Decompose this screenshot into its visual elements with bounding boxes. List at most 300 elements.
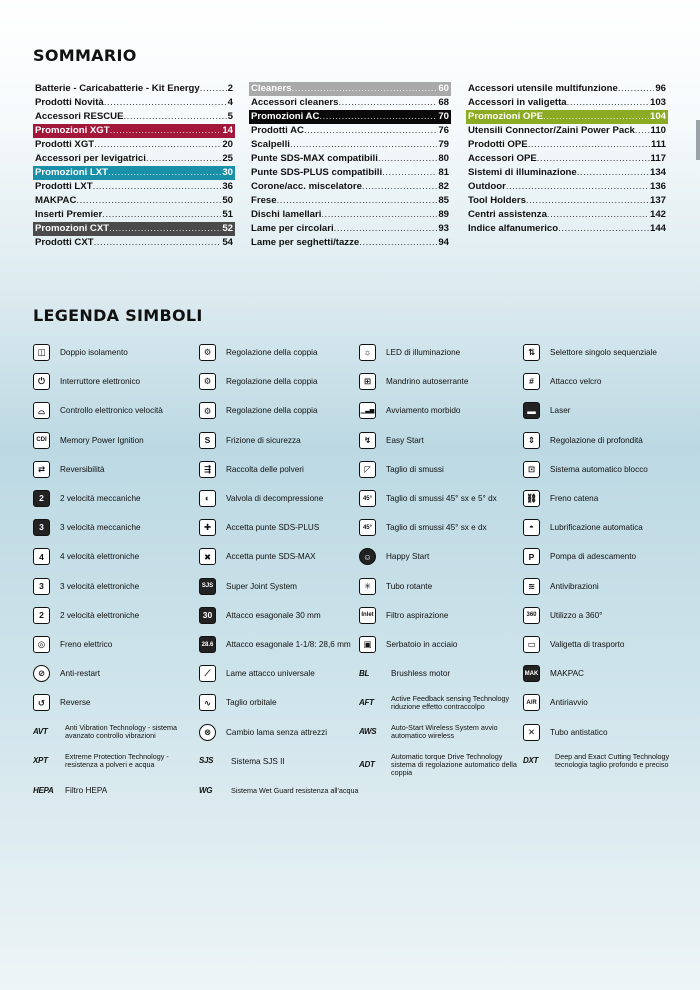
legend-entry bbox=[199, 432, 369, 449]
toc-item-label: Indice alfanumerico bbox=[468, 223, 559, 234]
toc-item-label: Frese bbox=[251, 195, 277, 206]
toc-item-label: Outdoor bbox=[468, 181, 506, 192]
legend-label: Lame attacco universale bbox=[226, 669, 315, 679]
legend-entry bbox=[359, 636, 529, 653]
legend-label: Attacco esagonale 30 mm bbox=[226, 610, 321, 620]
legend-label: Sistema SJS II bbox=[231, 756, 285, 766]
legend-label: Regolazione della coppia bbox=[226, 347, 318, 357]
toc-item[interactable] bbox=[249, 180, 451, 194]
toc-item[interactable] bbox=[33, 138, 235, 152]
auto-lock-icon: ⊡ bbox=[523, 461, 540, 478]
legend-entry bbox=[359, 432, 529, 449]
toc-leader-dots bbox=[547, 208, 649, 222]
legend-entry bbox=[523, 578, 693, 595]
legend-label: Auto-Start Wireless System avvio automatico wireless bbox=[391, 723, 498, 741]
legend-entry bbox=[33, 607, 203, 624]
toc-item[interactable] bbox=[466, 194, 668, 208]
toc-leader-dots bbox=[537, 152, 650, 166]
legend-label: Mandrino autoserrante bbox=[386, 377, 469, 387]
legend-entry bbox=[523, 665, 693, 682]
toc-leader-dots bbox=[124, 110, 227, 124]
legend-label: Pompa di adescamento bbox=[550, 552, 637, 562]
legend-entry bbox=[33, 578, 203, 595]
toc-item-page: 54 bbox=[222, 237, 233, 248]
legend-label: Sistema automatico blocco bbox=[550, 464, 648, 474]
toc-item[interactable] bbox=[249, 124, 451, 138]
toc-item-page: 136 bbox=[649, 181, 666, 192]
toc-leader-dots bbox=[94, 236, 222, 250]
toc-item[interactable] bbox=[33, 124, 235, 138]
toc-leader-dots bbox=[277, 194, 438, 208]
hex-30-icon: 30 bbox=[199, 607, 216, 624]
toc-item-page: 50 bbox=[222, 195, 233, 206]
legend-entry bbox=[359, 490, 529, 507]
legend-entry bbox=[359, 724, 529, 741]
toc-item[interactable] bbox=[466, 124, 668, 138]
legend-entry bbox=[523, 402, 693, 419]
toc-item-page: 79 bbox=[438, 139, 449, 150]
toc-item[interactable] bbox=[33, 236, 235, 250]
toc-item-page: 20 bbox=[222, 139, 233, 150]
legend-entry bbox=[199, 461, 369, 478]
toc-item-label: Prodotti OPE bbox=[468, 139, 528, 150]
carry-case-icon: ▭ bbox=[523, 636, 540, 653]
toc-item[interactable] bbox=[249, 222, 451, 236]
toc-item-page: 144 bbox=[649, 223, 666, 234]
toc-item[interactable] bbox=[33, 222, 235, 236]
toc-item-label: Corone/acc. miscelatore bbox=[251, 181, 362, 192]
depth-adjust-icon: ⇕ bbox=[523, 432, 540, 449]
toc-leader-dots bbox=[321, 208, 437, 222]
legend-entry bbox=[359, 461, 529, 478]
legend-label: Avviamento morbido bbox=[386, 406, 461, 416]
toc-item-label: Inserti Premier bbox=[35, 209, 103, 220]
legend-label: MAKPAC bbox=[550, 669, 584, 679]
toc-item-label: MAKPAC bbox=[35, 195, 77, 206]
soft-start-icon: ▁▃▅ bbox=[359, 402, 376, 419]
toc-item[interactable] bbox=[33, 110, 235, 124]
avt-logo-icon: AVT bbox=[33, 727, 48, 737]
toc-item-label: Promozioni CXT bbox=[35, 223, 110, 234]
legend-entry bbox=[33, 694, 203, 711]
bevel-cut-icon: ◸ bbox=[359, 461, 376, 478]
toc-item-label: Accessori OPE bbox=[468, 153, 537, 164]
legend-label: 3 velocità meccaniche bbox=[60, 523, 141, 533]
legend-entry bbox=[199, 402, 369, 419]
legend-entry bbox=[33, 548, 203, 565]
legend-label: Reverse bbox=[60, 698, 91, 708]
legend-label: Reversibilità bbox=[60, 464, 105, 474]
legend-entry bbox=[523, 461, 693, 478]
legend-entry bbox=[523, 519, 693, 536]
legend-entry bbox=[359, 548, 529, 565]
legend-label: Valigetta di trasporto bbox=[550, 639, 625, 649]
speed-control-icon: ⌓ bbox=[33, 402, 50, 419]
toc-item[interactable] bbox=[33, 82, 235, 96]
legend-label: Attacco velcro bbox=[550, 377, 602, 387]
torque-adjust-3-icon: ⚙ bbox=[199, 402, 216, 419]
toc-item-page: 85 bbox=[438, 195, 449, 206]
toc-item-page: 80 bbox=[438, 153, 449, 164]
legend-entry bbox=[523, 490, 693, 507]
toc-leader-dots bbox=[382, 166, 437, 180]
legend-entry bbox=[33, 461, 203, 478]
legend-label: Super Joint System bbox=[226, 581, 297, 591]
toc-item-label: Accessori RESCUE bbox=[35, 111, 124, 122]
self-locking-chuck-icon: ⊞ bbox=[359, 373, 376, 390]
velcro-icon: # bbox=[523, 373, 540, 390]
legend-entry bbox=[359, 607, 529, 624]
toc-item-label: Prodotti XGT bbox=[35, 139, 95, 150]
legend-entry bbox=[523, 694, 693, 711]
sds-max-icon: ✖ bbox=[199, 548, 216, 565]
toc-item[interactable] bbox=[33, 180, 235, 194]
legend-label: Memory Power Ignition bbox=[60, 435, 144, 445]
legend-label: Easy Start bbox=[386, 435, 424, 445]
double-insulation-icon: ◫ bbox=[33, 344, 50, 361]
legend-label: Serbatoio in acciaio bbox=[386, 639, 458, 649]
toc-leader-dots bbox=[378, 152, 437, 166]
toc-item-label: Accessori utensile multifunzione bbox=[468, 83, 618, 94]
legend-label: Anti-restart bbox=[60, 669, 101, 679]
legend-label: Lubrificazione automatica bbox=[550, 523, 643, 533]
legend-label: Brushless motor bbox=[391, 669, 451, 679]
toc-item-label: Accessori in valigetta bbox=[468, 97, 567, 108]
toc-item-page: 111 bbox=[651, 139, 666, 150]
toc-item-label: Prodotti LXT bbox=[35, 181, 93, 192]
legend-entry bbox=[199, 607, 369, 624]
legend-entry bbox=[33, 665, 203, 682]
toc-item-page: 60 bbox=[438, 83, 449, 94]
toc-leader-dots bbox=[200, 82, 227, 96]
toc-leader-dots bbox=[506, 180, 649, 194]
legend-entry bbox=[523, 724, 693, 741]
aft-logo-icon: AFT bbox=[359, 697, 374, 707]
toc-item[interactable] bbox=[33, 208, 235, 222]
toc-item-page: 94 bbox=[438, 237, 449, 248]
legend-label: Utilizzo a 360° bbox=[550, 610, 603, 620]
legend-entry bbox=[199, 548, 369, 565]
auto-lube-icon: ◓ bbox=[523, 519, 540, 536]
legend-label: LED di illuminazione bbox=[386, 347, 461, 357]
legend-entry bbox=[359, 753, 529, 777]
orbital-cut-icon: ∿ bbox=[199, 694, 216, 711]
toc-leader-dots bbox=[543, 110, 649, 124]
legend-label: Interruttore elettronico bbox=[60, 377, 141, 387]
legend-label: Taglio di smussi 45° sx e dx bbox=[386, 523, 487, 533]
legend-entry bbox=[523, 373, 693, 390]
legend-label: Tubo rotante bbox=[386, 581, 433, 591]
toc-item[interactable] bbox=[249, 96, 451, 110]
toc-leader-dots bbox=[109, 222, 221, 236]
four-elec-speed-icon: 4 bbox=[33, 548, 50, 565]
legend-label: Happy Start bbox=[386, 552, 430, 562]
legend-entry bbox=[359, 402, 529, 419]
toc-leader-dots bbox=[146, 152, 221, 166]
legend-label: Filtro aspirazione bbox=[386, 610, 449, 620]
laser-icon: ▬ bbox=[523, 402, 540, 419]
legend-entry bbox=[33, 373, 203, 390]
toc-leader-dots bbox=[359, 236, 437, 250]
toc-item-label: Cleaners bbox=[251, 83, 292, 94]
dxt-logo-icon: DXT bbox=[523, 756, 539, 766]
toc-item-page: 30 bbox=[222, 167, 233, 178]
legend-entry bbox=[359, 694, 529, 711]
toc-item-page: 137 bbox=[649, 195, 666, 206]
easy-start-icon: ↯ bbox=[359, 432, 376, 449]
electronic-switch-icon: ⏻ bbox=[33, 373, 50, 390]
legend-label: 2 velocità elettroniche bbox=[60, 610, 140, 620]
toc-leader-dots bbox=[635, 124, 650, 138]
toc-item-page: 117 bbox=[650, 153, 666, 164]
universal-blade-icon: ⟋ bbox=[199, 665, 216, 682]
toc-leader-dots bbox=[319, 110, 437, 124]
electric-brake-icon: ◎ bbox=[33, 636, 50, 653]
dust-collection-icon: ⇶ bbox=[199, 461, 216, 478]
legend-label: Automatic torque Drive Technology sistema di regolazione automatico della coppia bbox=[391, 751, 517, 777]
legend-entry bbox=[33, 724, 203, 741]
legend-entry bbox=[359, 578, 529, 595]
bevel-45-45-icon: 45° bbox=[359, 519, 376, 536]
toc-item[interactable] bbox=[466, 180, 668, 194]
toc-leader-dots bbox=[290, 138, 437, 152]
toc-leader-dots bbox=[292, 82, 438, 96]
toc-item[interactable] bbox=[466, 82, 668, 96]
toc-item-label: Accessori per levigatrici bbox=[35, 153, 146, 164]
legend-entry bbox=[33, 753, 203, 770]
toc-leader-dots bbox=[577, 166, 649, 180]
toc-item-page: 81 bbox=[438, 167, 449, 178]
toc-item[interactable] bbox=[466, 166, 668, 180]
steel-tank-icon: ▣ bbox=[359, 636, 376, 653]
toc-item-label: Punte SDS-MAX compatibili bbox=[251, 153, 378, 164]
legend-label: 2 velocità meccaniche bbox=[60, 493, 141, 503]
sjs-icon: SJS bbox=[199, 578, 216, 595]
legend-entry bbox=[199, 782, 369, 799]
toc-item[interactable] bbox=[249, 110, 451, 124]
three-mech-speed-icon: 3 bbox=[33, 519, 50, 536]
led-light-icon: ☼ bbox=[359, 344, 376, 361]
toc-item-label: Prodotti AC bbox=[251, 125, 304, 136]
legend-entry bbox=[199, 665, 369, 682]
legend-entry bbox=[199, 490, 369, 507]
legend-label: 3 velocità elettroniche bbox=[60, 581, 140, 591]
toc-item[interactable] bbox=[249, 138, 451, 152]
legend-entry bbox=[523, 344, 693, 361]
toc-item-page: 36 bbox=[222, 181, 233, 192]
legend-label: Freno catena bbox=[550, 493, 599, 503]
toc-leader-dots bbox=[558, 222, 649, 236]
toc-item-label: Prodotti Novità bbox=[35, 97, 104, 108]
legend-label: Valvola di decompressione bbox=[226, 493, 324, 503]
legend-label: Active Feedback sensing Technology riduzione effetto contraccolpo bbox=[391, 693, 510, 711]
legend-entry bbox=[33, 344, 203, 361]
toc-title: SOMMARIO bbox=[33, 46, 137, 65]
legend-entry bbox=[199, 373, 369, 390]
toc-item[interactable] bbox=[249, 208, 451, 222]
legend-label: Selettore singolo sequenziale bbox=[550, 347, 657, 357]
toc-item[interactable] bbox=[33, 96, 235, 110]
toc-item-page: 76 bbox=[438, 125, 449, 136]
happy-start-icon: ☺ bbox=[359, 548, 376, 565]
toc-item-page: 93 bbox=[438, 223, 449, 234]
legend-label: 4 velocità elettroniche bbox=[60, 552, 140, 562]
toc-item[interactable] bbox=[249, 236, 451, 250]
toc-item[interactable] bbox=[33, 166, 235, 180]
legend-entry bbox=[199, 578, 369, 595]
toc-item-label: Promozioni XGT bbox=[35, 125, 110, 136]
legend-entry bbox=[199, 636, 369, 653]
legend-label: Sistema Wet Guard resistenza all'acqua bbox=[231, 785, 359, 795]
hex-28-icon: 28.6 bbox=[199, 636, 216, 653]
toc-item-page: 110 bbox=[650, 125, 666, 136]
anti-vibration-icon: ≋ bbox=[523, 578, 540, 595]
toc-item-label: Promozioni OPE bbox=[468, 111, 544, 122]
toc-item[interactable] bbox=[466, 222, 668, 236]
antistatic-hose-icon: ✕ bbox=[523, 724, 540, 741]
legend-label: Raccolta delle polveri bbox=[226, 464, 304, 474]
legend-entry bbox=[33, 490, 203, 507]
toc-item-label: Sistemi di illuminazione bbox=[468, 167, 577, 178]
toc-item[interactable] bbox=[466, 208, 668, 222]
toc-item-page: 25 bbox=[222, 153, 233, 164]
reversibility-icon: ⇄ bbox=[33, 461, 50, 478]
toc-item[interactable] bbox=[33, 152, 235, 166]
toc-item[interactable] bbox=[466, 96, 668, 110]
torque-adjust-2-icon: ⚙ bbox=[199, 373, 216, 390]
toc-item-page: 103 bbox=[649, 97, 666, 108]
legend-label: Regolazione di profondità bbox=[550, 435, 643, 445]
inlet-filter-icon: Inlet bbox=[359, 607, 376, 624]
toc-leader-dots bbox=[362, 180, 437, 194]
legend-label: Extreme Protection Technology - resistenza a polveri e acqua bbox=[65, 752, 169, 770]
legend-label: Tubo antistatico bbox=[550, 727, 608, 737]
legend-entry bbox=[359, 344, 529, 361]
legend-label: Laser bbox=[550, 406, 571, 416]
toc-item[interactable] bbox=[249, 152, 451, 166]
toc-leader-dots bbox=[104, 96, 227, 110]
legend-entry bbox=[33, 519, 203, 536]
legend-label: Freno elettrico bbox=[60, 639, 113, 649]
toc-item[interactable] bbox=[466, 152, 668, 166]
legend-entry bbox=[359, 373, 529, 390]
three-elec-speed-icon: 3 bbox=[33, 578, 50, 595]
legend-label: Controllo elettronico velocità bbox=[60, 406, 163, 416]
reverse-icon: ↺ bbox=[33, 694, 50, 711]
legend-label: Attacco esagonale 1-1/8: 28,6 mm bbox=[226, 639, 351, 649]
toc-leader-dots bbox=[76, 194, 221, 208]
legend-label: Accetta punte SDS-MAX bbox=[226, 552, 316, 562]
toc-column-3 bbox=[466, 82, 668, 236]
anti-restart-icon: ⊘ bbox=[33, 665, 50, 682]
toc-item-label: Lame per seghetti/tazze bbox=[251, 237, 360, 248]
legend-entry bbox=[33, 432, 203, 449]
legend-entry bbox=[523, 753, 693, 770]
legend-entry bbox=[199, 753, 369, 770]
legend-entry bbox=[359, 665, 529, 682]
legend-entry bbox=[199, 694, 369, 711]
sds-plus-icon: ✚ bbox=[199, 519, 216, 536]
toc-leader-dots bbox=[94, 138, 221, 152]
toc-leader-dots bbox=[528, 138, 650, 152]
torque-adjust-icon: ⚙ bbox=[199, 344, 216, 361]
toc-item[interactable] bbox=[249, 82, 451, 96]
toc-item[interactable] bbox=[466, 138, 668, 152]
two-elec-speed-icon: 2 bbox=[33, 607, 50, 624]
page-edge-tab bbox=[696, 120, 700, 160]
toc-item-label: Lame per circolari bbox=[251, 223, 334, 234]
toc-leader-dots bbox=[526, 194, 649, 208]
legend-entry bbox=[523, 636, 693, 653]
decompression-valve-icon: ◐ bbox=[199, 490, 216, 507]
toc-item-page: 68 bbox=[438, 97, 449, 108]
xpt-logo-icon: XPT bbox=[33, 756, 48, 766]
aws-logo-icon: AWS bbox=[359, 727, 377, 737]
toc-item-label: Batterie - Caricabatterie - Kit Energy bbox=[35, 83, 200, 94]
cdi-icon: CDI bbox=[33, 432, 50, 449]
toc-item[interactable] bbox=[249, 194, 451, 208]
toc-leader-dots bbox=[93, 180, 222, 194]
chain-brake-icon: ⛓ bbox=[523, 490, 540, 507]
toc-leader-dots bbox=[334, 222, 438, 236]
legend-label: Accetta punte SDS-PLUS bbox=[226, 523, 320, 533]
toc-leader-dots bbox=[110, 124, 222, 138]
legend-label: Cambio lama senza attrezzi bbox=[226, 727, 328, 737]
toc-item-label: Tool Holders bbox=[468, 195, 526, 206]
bevel-45-5-icon: 45° bbox=[359, 490, 376, 507]
wet-guard-logo-icon: WG bbox=[199, 785, 213, 795]
toc-item[interactable] bbox=[466, 110, 668, 124]
toc-leader-dots bbox=[338, 96, 437, 110]
toc-item-label: Scalpelli bbox=[251, 139, 290, 150]
toc-column-2 bbox=[249, 82, 451, 250]
toc-item-label: Utensili Connector/Zaini Power Pack bbox=[468, 125, 635, 136]
toc-item-page: 142 bbox=[649, 209, 666, 220]
toc-column-1 bbox=[33, 82, 235, 250]
legend-label: Antivibrazioni bbox=[550, 581, 599, 591]
legend-label: Anti Vibration Technology - sistema avanzato controllo vibrazioni bbox=[65, 723, 177, 741]
toc-item[interactable] bbox=[249, 166, 451, 180]
toc-item-page: 4 bbox=[227, 97, 233, 108]
toc-item-page: 52 bbox=[222, 223, 233, 234]
legend-label: Taglio orbitale bbox=[226, 698, 277, 708]
toc-item[interactable] bbox=[33, 194, 235, 208]
toc-item-page: 2 bbox=[227, 83, 233, 94]
legend-entry bbox=[199, 724, 369, 741]
toc-leader-dots bbox=[618, 82, 655, 96]
legend-label: Regolazione della coppia bbox=[226, 406, 318, 416]
legend-label: Frizione di sicurezza bbox=[226, 435, 301, 445]
legend-label: Taglio di smussi 45° sx e 5° dx bbox=[386, 493, 497, 503]
toc-item-page: 134 bbox=[649, 167, 666, 178]
toc-item-label: Promozioni AC bbox=[251, 111, 320, 122]
toc-leader-dots bbox=[102, 208, 221, 222]
toc-item-page: 82 bbox=[438, 181, 449, 192]
legend-entry bbox=[33, 402, 203, 419]
legend-title: LEGENDA SIMBOLI bbox=[33, 306, 203, 325]
toc-item-page: 14 bbox=[222, 125, 233, 136]
legend-entry bbox=[523, 607, 693, 624]
toc-leader-dots bbox=[304, 124, 437, 138]
use-360-icon: 360 bbox=[523, 607, 540, 624]
legend-entry bbox=[33, 782, 203, 799]
legend-entry bbox=[359, 519, 529, 536]
legend-entry bbox=[199, 344, 369, 361]
legend-label: Doppio isolamento bbox=[60, 347, 128, 357]
toc-item-page: 96 bbox=[655, 83, 666, 94]
toc-item-label: Prodotti CXT bbox=[35, 237, 94, 248]
legend-label: Filtro HEPA bbox=[65, 785, 108, 795]
